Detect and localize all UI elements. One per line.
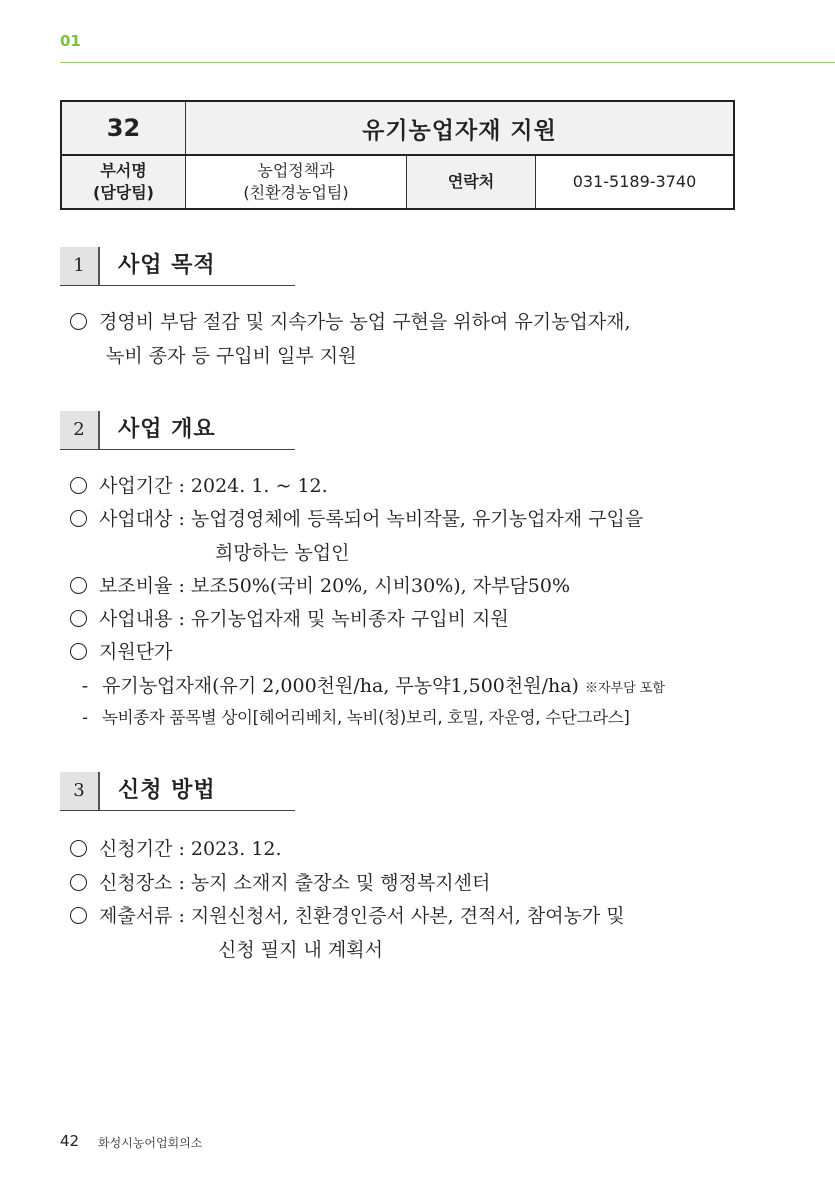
bullet-text: 경영비 부담 절감 및 지속가능 농업 구현을 위하여 유기농업자재, [99,311,631,333]
bullet-text: 신청장소 : 농지 소재지 출장소 및 행정복지센터 [99,872,491,894]
section-header-number: 1 [60,247,100,285]
bullet-item [70,639,172,665]
section-header-number: 2 [60,411,100,449]
circle-bullet-icon [70,874,87,891]
department-label [61,155,186,209]
dash-item [78,673,665,702]
dash-text: 녹비종자 품목별 상이[헤어리베치, 녹비(청)보리, 호밀, 자운영, 수단그라스] [102,708,630,727]
bullet-item [70,309,631,335]
dash-item [78,705,630,731]
contact-value: 031-5189-3740 [536,155,735,209]
dash-note: ※자부담 포함 [585,681,665,696]
bullet-item [70,506,643,532]
program-number: 32 [61,101,186,155]
bullet-text: 사업내용 : 유기농업자재 및 녹비종자 구입비 지원 [99,608,509,630]
dash-bullet-icon: - [81,675,89,697]
bullet-text: 사업기간 : 2024. 1. ~ 12. [99,475,328,497]
bullet-text: 보조비율 : 보조50%(국비 20%, 시비30%), 자부담50% [99,575,571,597]
circle-bullet-icon [70,840,87,857]
circle-bullet-icon [70,510,87,527]
section-number: 01 [60,32,81,50]
page-number: 42 [60,1132,80,1150]
bullet-continuation: 신청 필지 내 계획서 [218,939,383,961]
bullet-text: 제출서류 : 지원신청서, 친환경인증서 사본, 견적서, 참여농가 및 [99,905,625,927]
bullet-item [70,573,570,599]
bullet-continuation: 희망하는 농업인 [215,542,350,564]
circle-bullet-icon [70,643,87,660]
department-label-line2: (담당팀) [93,183,154,202]
bullet-item [70,836,282,862]
department-value-line2: (친환경농업팀) [243,183,349,202]
section-header-title: 사업 목적 [118,253,216,278]
header-divider [60,62,835,63]
program-title: 유기농업자재 지원 [186,101,735,155]
bullet-text: 지원단가 [99,641,173,663]
bullet-item [70,606,509,632]
section-header-overview [60,411,295,450]
section-header-purpose [60,247,295,286]
circle-bullet-icon [70,907,87,924]
contact-label: 연락처 [407,155,536,209]
section-header-title: 신청 방법 [118,778,216,803]
department-value [186,155,407,209]
bullet-text: 사업대상 : 농업경영체에 등록되어 녹비작물, 유기농업자재 구입을 [99,508,644,530]
section-header-title: 사업 개요 [118,417,216,442]
program-info-table [60,100,735,210]
section-header-number: 3 [60,772,100,810]
circle-bullet-icon [70,577,87,594]
circle-bullet-icon [70,313,87,330]
circle-bullet-icon [70,610,87,627]
bullet-item [70,903,625,929]
bullet-item [70,870,490,896]
bullet-item [70,473,328,499]
bullet-continuation: 녹비 종자 등 구입비 일부 지원 [106,345,357,367]
dash-text: 유기농업자재(유기 2,000천원/ha, 무농약1,500천원/ha) [102,675,579,697]
bullet-text: 신청기간 : 2023. 12. [99,838,282,860]
circle-bullet-icon [70,477,87,494]
department-value-line1: 농업정책과 [257,161,335,180]
department-label-line1: 부서명 [100,161,147,180]
dash-bullet-icon: - [82,708,88,727]
footer-organization: 화성시농어업회의소 [98,1136,203,1150]
section-header-application [60,772,295,811]
